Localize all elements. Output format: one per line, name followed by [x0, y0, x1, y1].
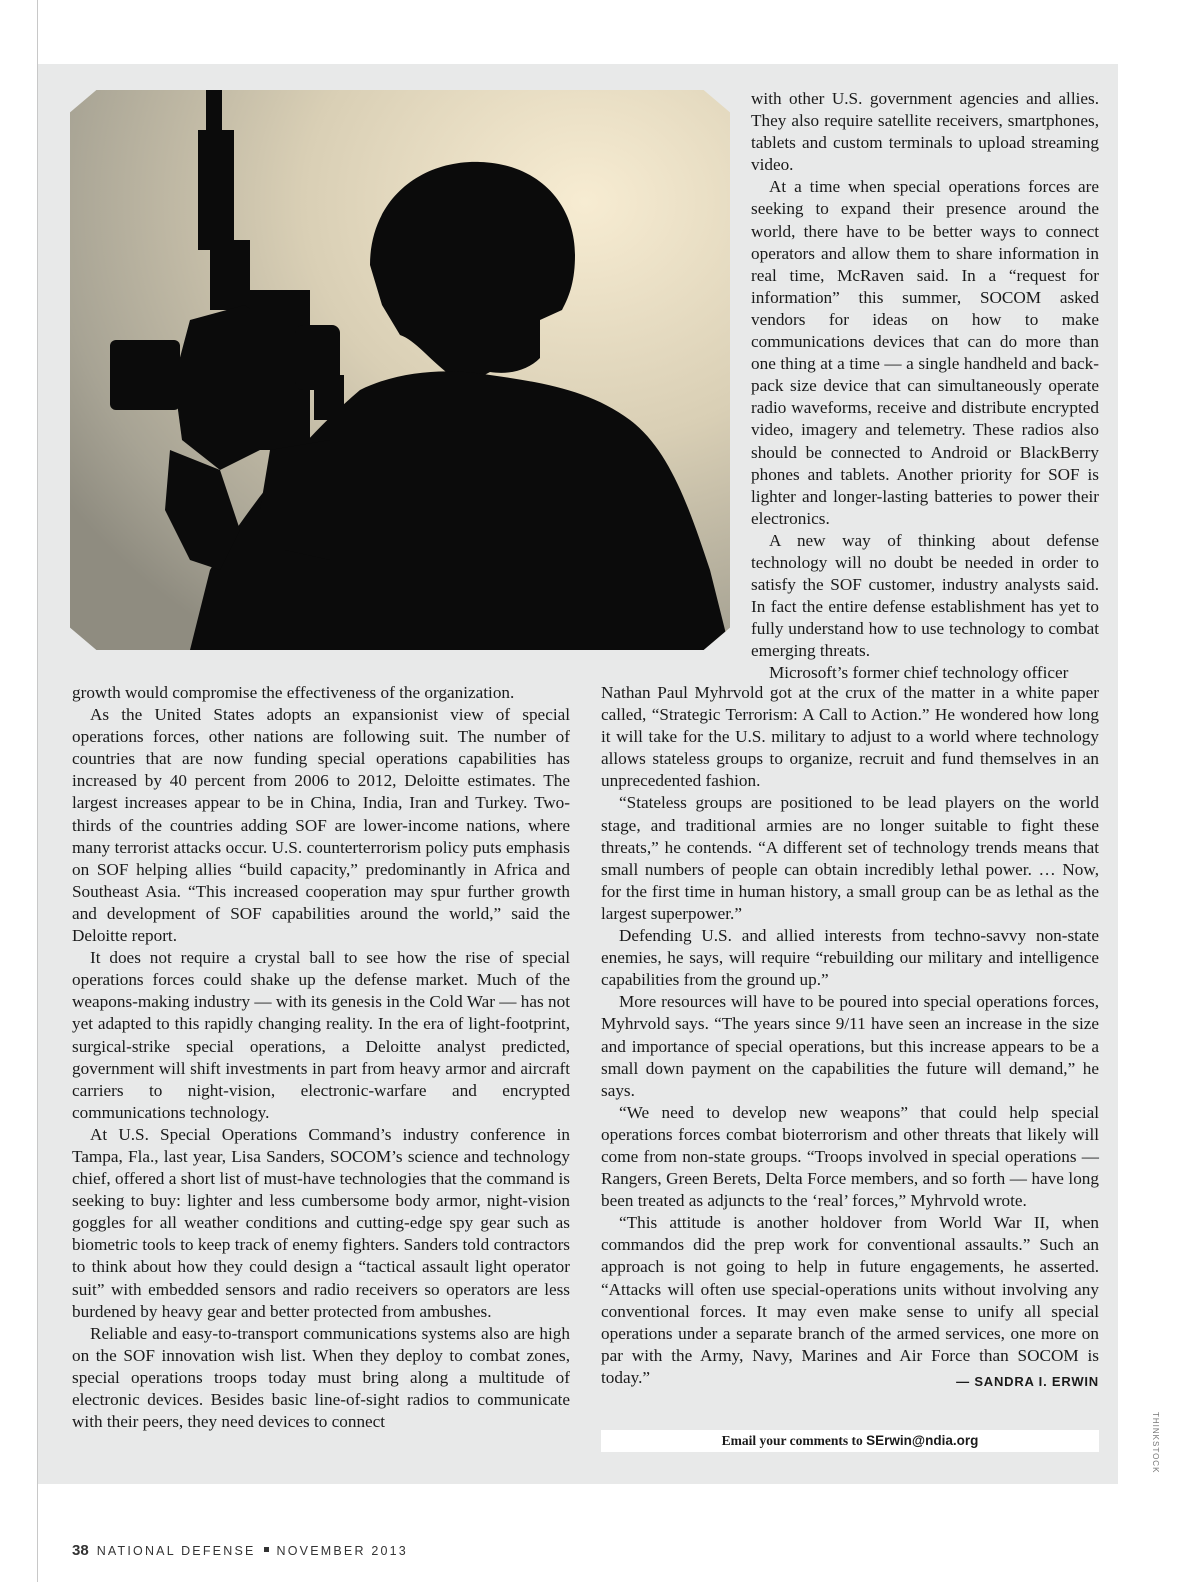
article-column-right-top [751, 88, 1099, 685]
photo-credit [1150, 1412, 1160, 1472]
email-prefix: Email your comments to [721, 1433, 867, 1448]
email-comments-box [601, 1430, 1099, 1452]
footer-separator-icon [264, 1547, 269, 1552]
paragraph: with other U.S. government agencies and allies. They also require satellite receivers, smartphones, tablets and custom terminals to upload streaming video. [751, 89, 1099, 175]
paragraph: “We need to develop new weapons” that could help special operations forces combat bioterrorism and other threats that likely will come from non-state groups. “Troops involved in special operations — Rangers, Green Berets, Delta Force members, and so forth — have long been treated as adjuncts to the ‘real’ forces,” Myhrvold wrote. [601, 1102, 1099, 1211]
paragraph [601, 1212, 1099, 1389]
paragraph: It does not require a crystal ball to see how the rise of special operations forces could shake up the defense market. Much of the weapons-making industry — with its genesis in the Cold War — has not yet adapted to this rapidly changing reality. In the era of light-footprint, surgical-strike special operations, a Deloitte analyst predicted, government will shift investments in part from heavy armor and aircraft carriers to night-vision, electronic-warfare and encrypted communications technology. [72, 948, 570, 1122]
paragraph: Nathan Paul Myhrvold got at the crux of the matter in a white paper called, “Strategic Terrorism: A Call to Action.” He wondered how long it will take for the U.S. military to adjust to a world where technology allows stateless groups to organize, recruit and fund themselves in an unprecedented fashion. [601, 683, 1099, 791]
publication-name: NATIONAL DEFENSE [96, 1544, 256, 1558]
email-link[interactable]: SErwin@ndia.org [866, 1433, 979, 1448]
paragraph-text: “This attitude is another holdover from World War II, when commandos did the prep work for conventional assaults.” Such an approach is not going to help in future engagements, he asserted. “Attacks will often use special-operations units without involving any conventional forces. It may even make sense to unify all special operations under a separate branch of the armed services, one more on par with the Army, Navy, Marines and Air Force than SOCOM is today.” [601, 1213, 1099, 1387]
paragraph: “Stateless groups are positioned to be lead players on the world stage, and traditional armies are no longer suitable to fight these threats,” he contends. “A different set of technology trends means that small numbers of people can obtain incredibly lethal power. … Now, for the first time in human history, a small group can be as lethal as the largest superpower.” [601, 793, 1099, 923]
soldier-silhouette-photo [70, 90, 730, 650]
paragraph: More resources will have to be poured into special operations forces, Myhrvold says. “The years since 9/11 have seen an increase in the size and importance of special operations, but this increase appears to be a small down payment on the capabilities the future will demand,” he says. [601, 992, 1099, 1100]
paragraph: As the United States adopts an expansionist view of special operations forces, other nations are following suit. The number of countries that are now funding special operations capabilities has increased by 40 percent from 2006 to 2012, Deloitte estimates. The largest increases appear to be in China, India, Iran and Turkey. Two-thirds of the countries adding SOF are lower-income nations, where many terrorist attacks occur. U.S. counterterrorism policy puts emphasis on SOF helping allies “build capacity,” predominantly in Africa and Southeast Asia. “This increased cooperation may spur further growth and development of SOF capabilities around the world,” said the Deloitte report. [72, 705, 570, 946]
paragraph: At a time when special operations forces are seeking to expand their presence around the world, there have to be better ways to connect operators and allow them to share information in real time, McRaven said. In a “request for information” this summer, SOCOM asked vendors for ideas on how to make communications devices that can do more than one thing at a time — a single handheld and back-pack size device that can simultaneously operate radio waveforms, receive and distribute encrypted video, imagery and telemetry. These radios also should be connected to Android or BlackBerry phones and tablets. Another priority for SOF is lighter and longer-lasting batteries to power their electronics. [751, 177, 1099, 528]
paragraph: Defending U.S. and allied interests from techno-savvy non-state enemies, he says, will require “rebuilding our military and intelligence capabilities from the ground up.” [601, 926, 1099, 990]
page-footer [72, 1542, 408, 1560]
photo-credit-text: THINKSTOCK [1151, 1412, 1160, 1474]
paragraph: Microsoft’s former chief technology officer [769, 663, 1069, 683]
silhouette-image [70, 90, 730, 650]
article-column-left [72, 682, 570, 1433]
paragraph: Reliable and easy-to-transport communications systems also are high on the SOF innovation wish list. When they deploy to combat zones, special operations troops today must bring along a multitude of electronic devices. Besides basic line-of-sight radios to communicate with their peers, they need devices to connect [72, 1323, 570, 1432]
paragraph: growth would compromise the effectiveness of the organization. [72, 683, 515, 702]
paragraph: At U.S. Special Operations Command’s industry conference in Tampa, Fla., last year, Lisa Sanders, SOCOM’s science and technology chief, offered a short list of must-have technologies that the command is seeking to buy: lighter and less cumbersome body armor, night-vision goggles for all weather conditions and cutting-edge spy gear such as biometric tools to keep track of enemy fighters. Sanders told contractors to think about how they could design a “tactical assault light operator suit” with embedded sensors and radio receivers so operators are less burdened by heavy gear and better protected from ambushes. [72, 1124, 570, 1321]
article-column-right-bottom [601, 682, 1099, 1393]
page-number: 38 [72, 1542, 89, 1559]
author-byline: — SANDRA I. ERWIN [956, 1373, 1099, 1389]
paragraph: A new way of thinking about defense technology will no doubt be needed in order to satisfy the SOF customer, industry analysts said. In fact the entire defense establishment has yet to fully understand how to use technology to combat emerging threats. [751, 530, 1099, 661]
issue-date: NOVEMBER 2013 [276, 1544, 408, 1558]
